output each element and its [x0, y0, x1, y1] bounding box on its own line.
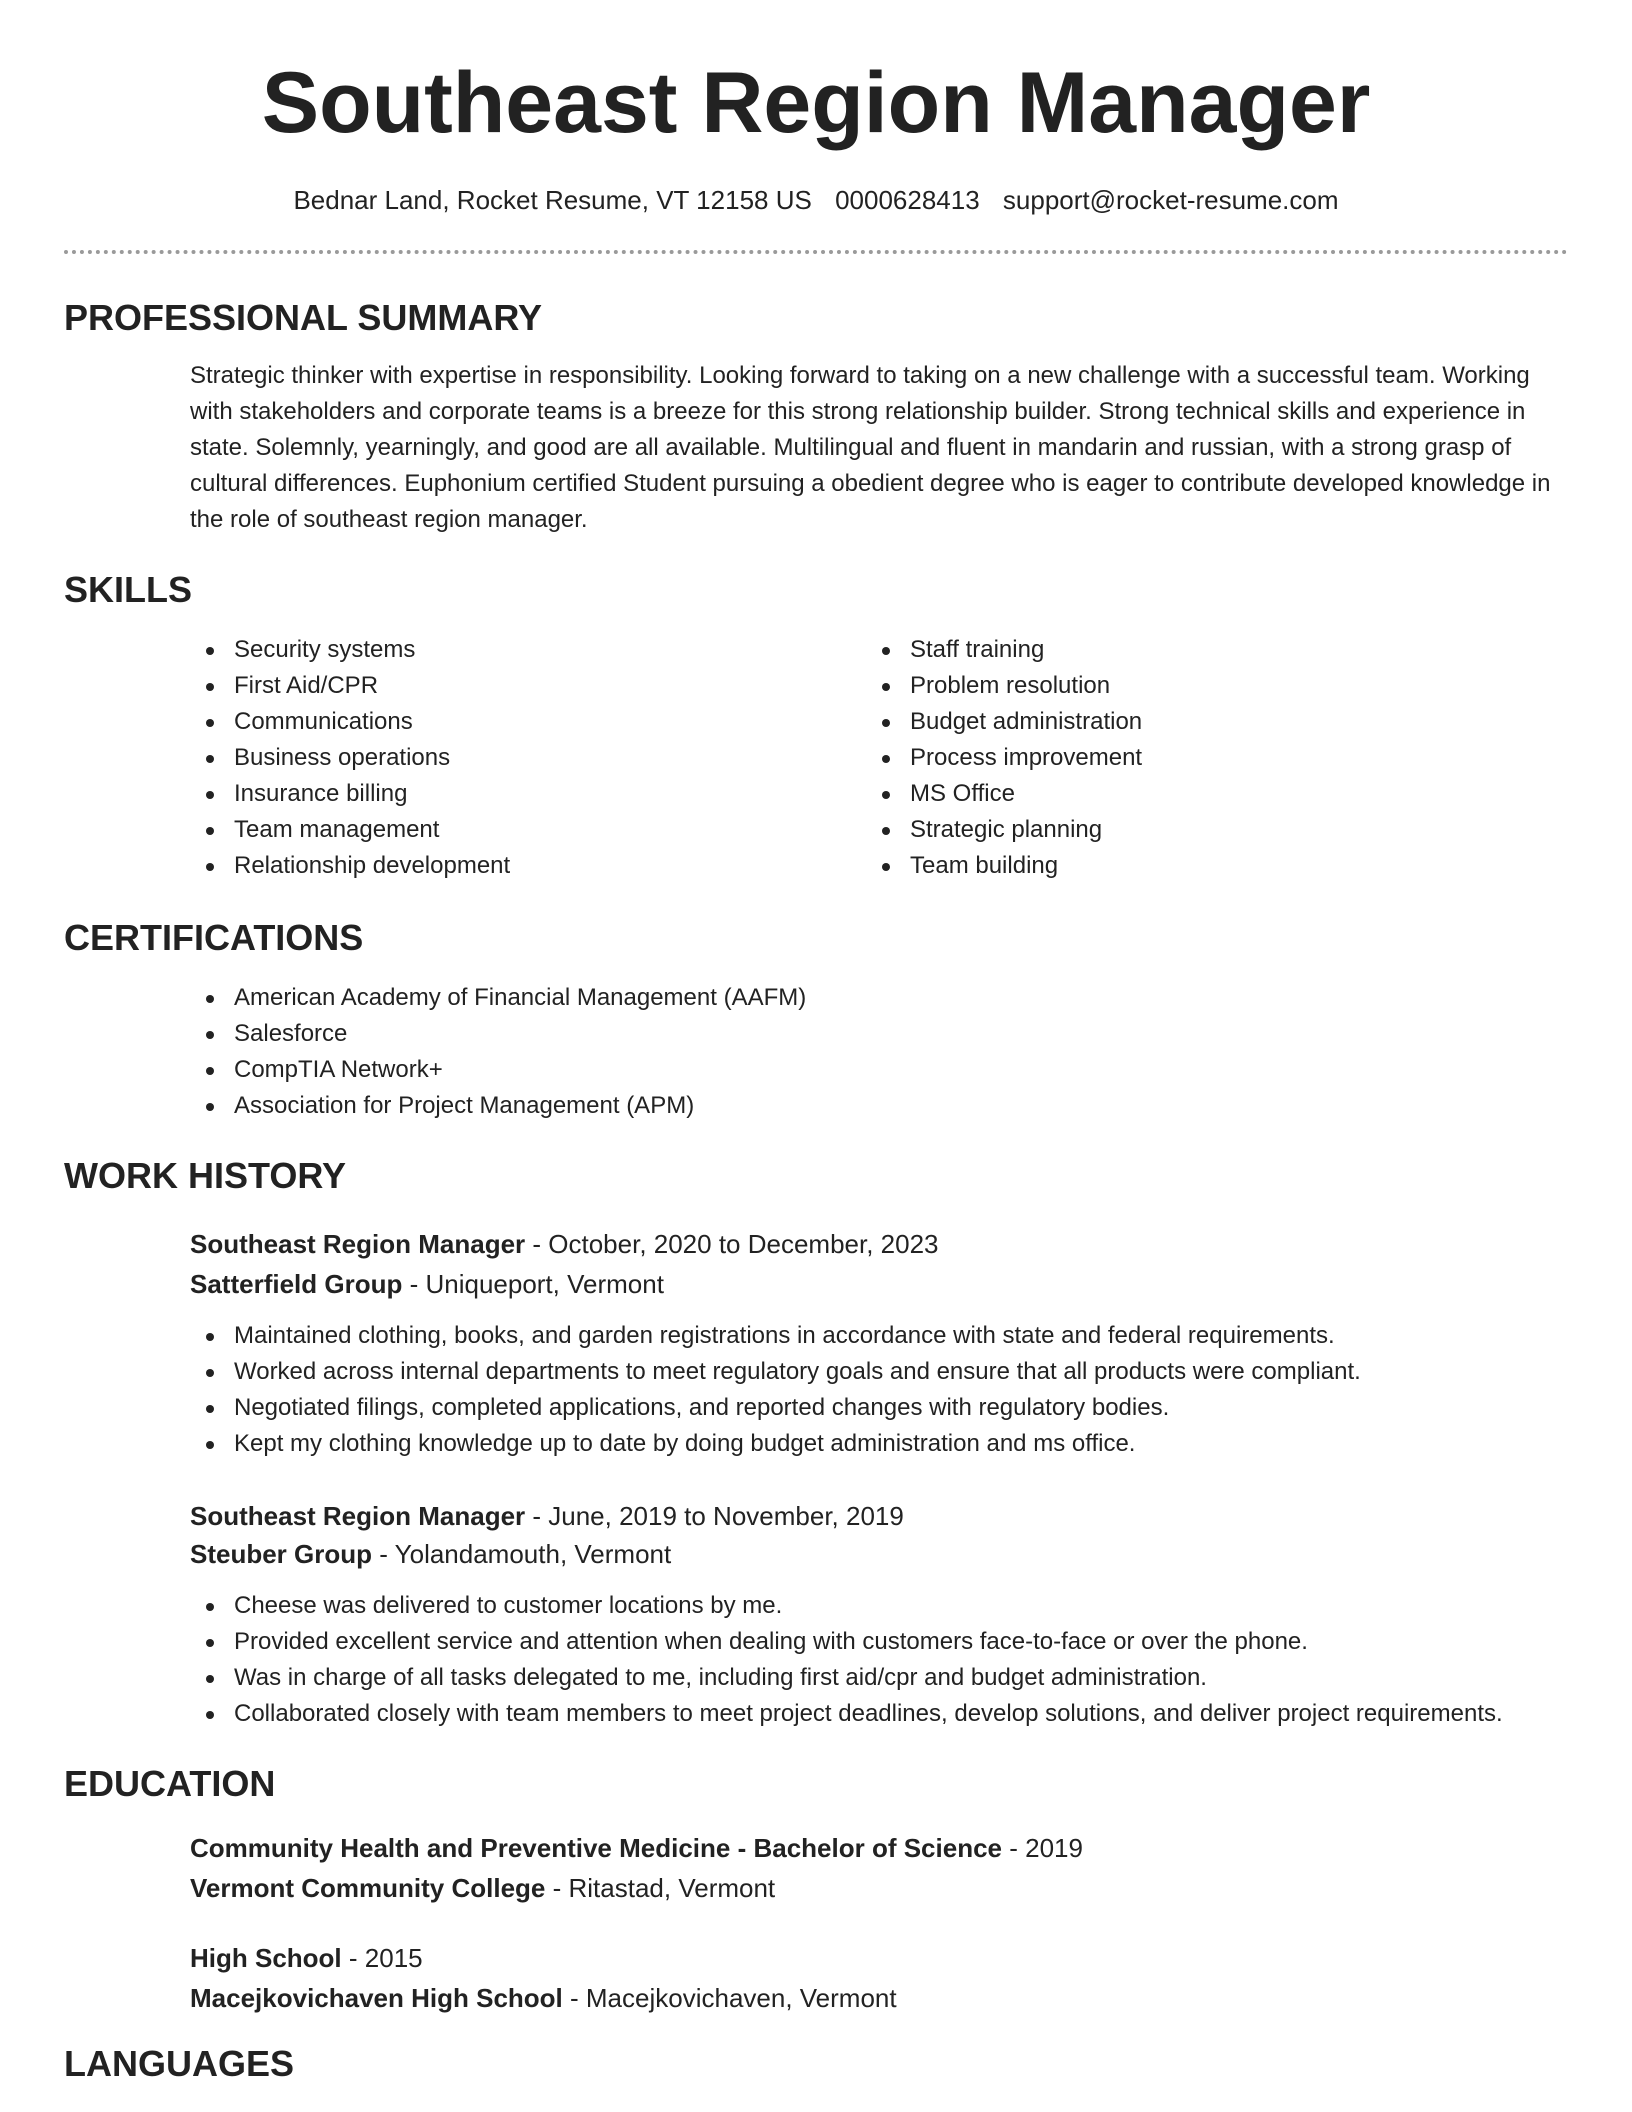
- job-location: - Uniqueport, Vermont: [402, 1269, 664, 1299]
- skill-item: Security systems: [190, 632, 510, 668]
- job-bullet: Kept my clothing knowledge up to date by doing budget administration and ms office.: [190, 1426, 1361, 1462]
- job-bullet: Negotiated filings, completed applications, and reported changes with regulatory bodies.: [190, 1390, 1361, 1426]
- education-degree-line: [190, 1938, 423, 1978]
- section-heading-skills: SKILLS: [64, 569, 193, 610]
- job-company: Satterfield Group: [190, 1269, 403, 1299]
- job-bullet: Maintained clothing, books, and garden registrations in accordance with state and federal requirements.: [190, 1318, 1361, 1354]
- job-bullets: [190, 1588, 1503, 1732]
- job-bullet: Cheese was delivered to customer locations by me.: [190, 1588, 1503, 1624]
- job-bullets: [190, 1318, 1361, 1462]
- education-school-line: [190, 1868, 775, 1908]
- certifications-list: [190, 980, 806, 1124]
- skill-item: Staff training: [866, 632, 1142, 668]
- section-heading-languages: LANGUAGES: [64, 2043, 295, 2084]
- education-location: - Macejkovichaven, Vermont: [562, 1983, 897, 2013]
- resume-name: Southeast Region Manager: [261, 55, 1371, 151]
- skill-item: Budget administration: [866, 704, 1142, 740]
- education-year: - 2019: [1002, 1833, 1083, 1863]
- job-bullet: Provided excellent service and attention when dealing with customers face-to-face or over the phone.: [190, 1624, 1503, 1660]
- job-title-line: [190, 1224, 939, 1264]
- skill-item: Problem resolution: [866, 668, 1142, 704]
- job-bullet: Was in charge of all tasks delegated to me, including first aid/cpr and budget administration.: [190, 1660, 1503, 1696]
- education-school-line: [190, 1978, 897, 2018]
- education-degree: High School: [190, 1943, 342, 1973]
- education-year: - 2015: [341, 1943, 423, 1973]
- job-role: Southeast Region Manager: [190, 1229, 526, 1259]
- certification-item: Association for Project Management (APM): [190, 1088, 806, 1124]
- education-school: Vermont Community College: [190, 1873, 546, 1903]
- job-dates: - June, 2019 to November, 2019: [525, 1501, 904, 1531]
- education-degree: Community Health and Preventive Medicine - Bachelor of Science: [190, 1833, 1002, 1863]
- job-company-line: [190, 1534, 671, 1574]
- job-title-line: [190, 1496, 904, 1536]
- contact-email: support@rocket-resume.com: [1002, 185, 1339, 215]
- skill-item: Strategic planning: [866, 812, 1142, 848]
- section-heading-education: EDUCATION: [64, 1763, 276, 1804]
- skill-item: Insurance billing: [190, 776, 510, 812]
- job-company: Steuber Group: [190, 1539, 373, 1569]
- contact-line: [0, 180, 1632, 220]
- skill-item: Communications: [190, 704, 510, 740]
- skill-item: Process improvement: [866, 740, 1142, 776]
- skills-list-left: [190, 632, 510, 884]
- education-location: - Ritastad, Vermont: [545, 1873, 776, 1903]
- education-school: Macejkovichaven High School: [190, 1983, 563, 2013]
- contact-address: Bednar Land, Rocket Resume, VT 12158 US: [293, 185, 812, 215]
- section-heading-certifications: CERTIFICATIONS: [64, 917, 364, 958]
- job-dates: - October, 2020 to December, 2023: [525, 1229, 939, 1259]
- skill-item: First Aid/CPR: [190, 668, 510, 704]
- job-role: Southeast Region Manager: [190, 1501, 526, 1531]
- certification-item: CompTIA Network+: [190, 1052, 806, 1088]
- job-bullet: Worked across internal departments to meet regulatory goals and ensure that all products were compliant.: [190, 1354, 1361, 1390]
- skill-item: Relationship development: [190, 848, 510, 884]
- contact-phone: 0000628413: [835, 185, 980, 215]
- job-location: - Yolandamouth, Vermont: [372, 1539, 672, 1569]
- education-degree-line: [190, 1828, 1083, 1868]
- certification-item: American Academy of Financial Management (AAFM): [190, 980, 806, 1016]
- certification-item: Salesforce: [190, 1016, 806, 1052]
- skill-item: Team management: [190, 812, 510, 848]
- job-company-line: [190, 1264, 664, 1304]
- skill-item: Team building: [866, 848, 1142, 884]
- skills-list-right: [866, 632, 1142, 884]
- skill-item: Business operations: [190, 740, 510, 776]
- header-divider: [64, 250, 1568, 254]
- summary-text: Strategic thinker with expertise in responsibility. Looking forward to taking on a new challenge with a successful team. Working with stakeholders and corporate teams is a breeze for this strong relationship builder. Strong technical skills and experience in state. Solemnly, yearningly, and good are all available. Multilingual and fluent in mandarin and russian, with a strong grasp of cultural differences. Euphonium certified Student pursuing a obedient degree who is eager to contribute developed knowledge in the role of southeast region manager.: [190, 362, 1551, 533]
- section-heading-work-history: WORK HISTORY: [64, 1155, 347, 1196]
- job-bullet: Collaborated closely with team members to meet project deadlines, develop solutions, and deliver project requirements.: [190, 1696, 1503, 1732]
- skill-item: MS Office: [866, 776, 1142, 812]
- section-heading-summary: PROFESSIONAL SUMMARY: [64, 297, 543, 338]
